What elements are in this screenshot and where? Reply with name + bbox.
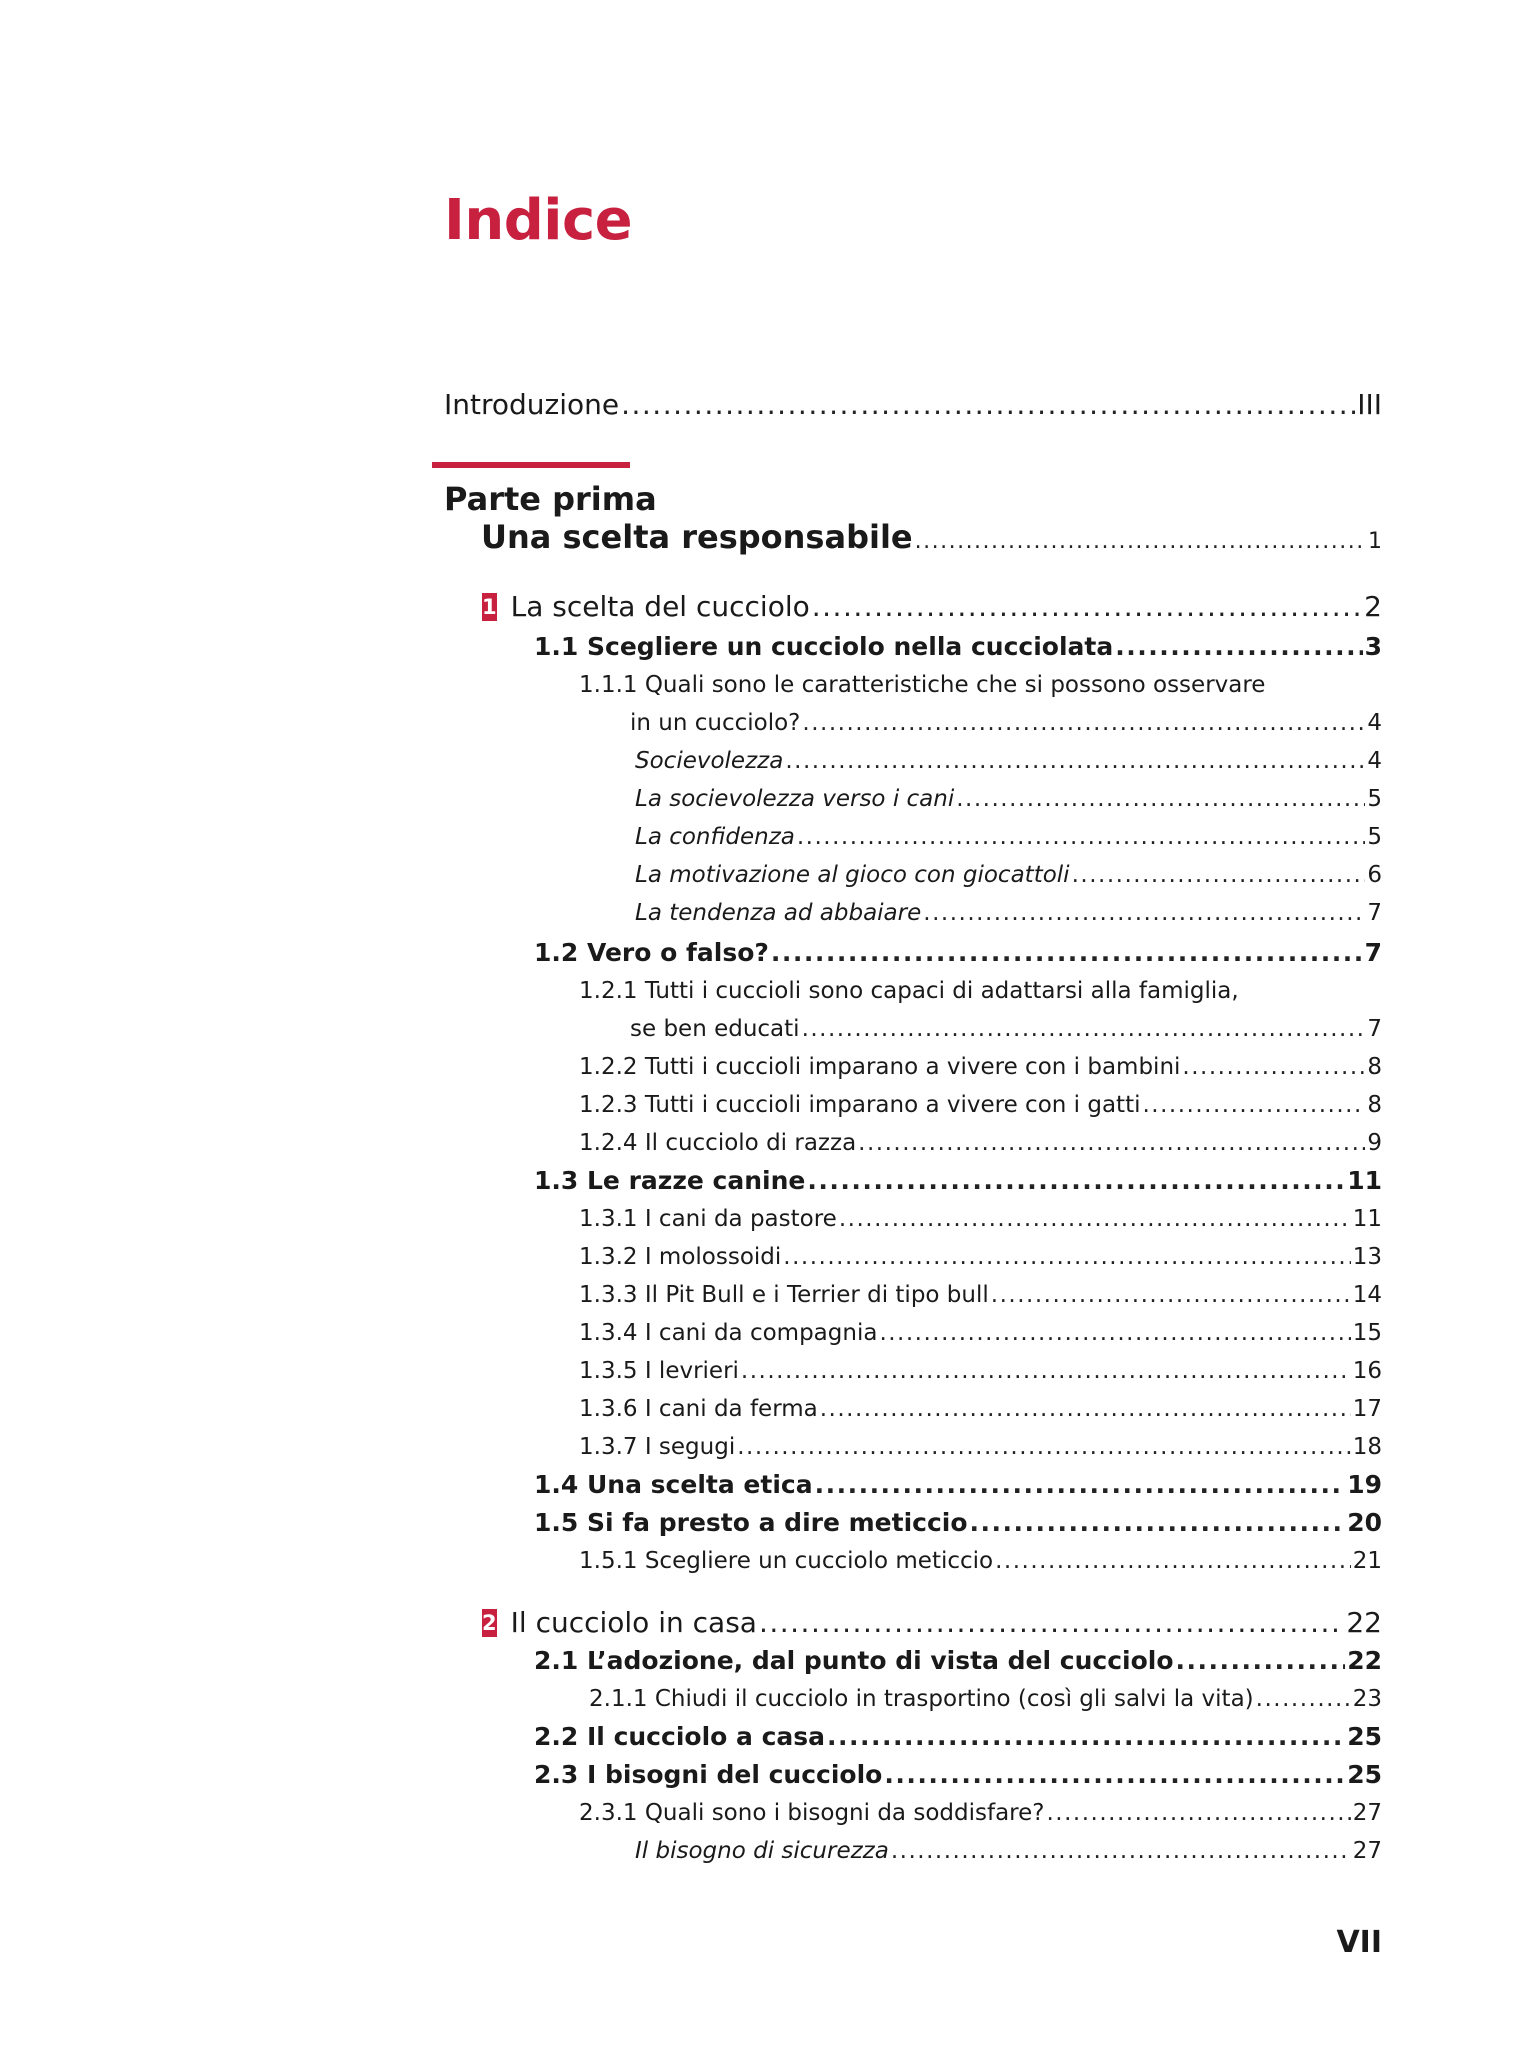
dot-leader xyxy=(923,900,1365,928)
toc-entry-label: Introduzione xyxy=(444,388,620,421)
toc-entry-label: 1.2.2 Tutti i cuccioli imparano a vivere con i bambini xyxy=(579,1054,1181,1080)
toc-entry[interactable] xyxy=(635,900,1382,928)
dot-leader xyxy=(785,748,1365,776)
toc-entry[interactable] xyxy=(635,1838,1382,1866)
toc-entry-label: 1.3.4 I cani da compagnia xyxy=(579,1320,878,1346)
toc-entry-label: La confidenza xyxy=(635,824,795,850)
toc-page-number: 27 xyxy=(1352,1838,1382,1864)
toc-entry[interactable] xyxy=(534,1470,1382,1500)
toc-entry[interactable] xyxy=(534,1508,1382,1538)
toc-entry-label: 2.2 Il cucciolo a casa xyxy=(534,1722,826,1751)
toc-entry[interactable] xyxy=(579,1054,1382,1082)
toc-entry[interactable] xyxy=(635,748,1382,776)
toc-chapter-2[interactable] xyxy=(482,1606,1382,1640)
dot-leader xyxy=(802,710,1365,738)
toc-entry-label: 1.3.5 I levrieri xyxy=(579,1358,739,1384)
toc-page-number: 2 xyxy=(1364,590,1382,623)
toc-entry[interactable] xyxy=(635,862,1382,890)
toc-entry-part[interactable] xyxy=(481,518,1382,556)
toc-page-number: 22 xyxy=(1346,1606,1382,1639)
toc-entry[interactable] xyxy=(579,1358,1382,1386)
dot-leader xyxy=(1072,862,1366,890)
toc-entry-label: 1.1 Scegliere un cucciolo nella cucciolata xyxy=(534,632,1114,661)
toc-entry-label[interactable]: 1.1.1 Quali sono le caratteristiche che si possono osservare xyxy=(579,672,1266,698)
dot-leader xyxy=(812,590,1362,624)
dot-leader xyxy=(737,1434,1350,1462)
toc-entry-label: 1.2 Vero o falso? xyxy=(534,938,769,967)
toc-entry-label: 1.2.3 Tutti i cuccioli imparano a vivere con i gatti xyxy=(579,1092,1141,1118)
toc-page-number: 6 xyxy=(1367,862,1382,888)
toc-entry-label: 1.5.1 Scegliere un cucciolo meticcio xyxy=(579,1548,994,1574)
dot-leader xyxy=(1046,1800,1350,1828)
toc-entry-label: 1.3.7 I segugi xyxy=(579,1434,736,1460)
toc-page-number: 11 xyxy=(1352,1206,1382,1232)
toc-entry-label: se ben educati xyxy=(630,1016,800,1042)
toc-page-number: 21 xyxy=(1352,1548,1382,1574)
toc-page-number: 17 xyxy=(1352,1396,1382,1422)
dot-leader xyxy=(858,1130,1365,1158)
toc-entry-label: La socievolezza verso i cani xyxy=(635,786,955,812)
toc-entry[interactable] xyxy=(579,1092,1382,1120)
chapter-title: Il cucciolo in casa xyxy=(510,1606,757,1639)
toc-entry-label: Socievolezza xyxy=(635,748,784,774)
toc-page-number: 19 xyxy=(1347,1470,1382,1499)
dot-leader xyxy=(802,1016,1366,1044)
toc-entry[interactable] xyxy=(579,1244,1382,1272)
toc-entry-label: Il bisogno di sicurezza xyxy=(635,1838,889,1864)
toc-entry-label: La tendenza ad abbaiare xyxy=(635,900,922,926)
dot-leader xyxy=(1142,1092,1365,1120)
toc-entry[interactable] xyxy=(534,1722,1382,1752)
dot-leader xyxy=(827,1722,1345,1752)
dot-leader xyxy=(839,1206,1351,1234)
toc-page-number: 16 xyxy=(1352,1358,1382,1384)
toc-entry[interactable] xyxy=(534,938,1382,968)
toc-entry[interactable] xyxy=(635,786,1382,814)
dot-leader xyxy=(1176,1646,1346,1676)
toc-page-number: 5 xyxy=(1367,824,1382,850)
dot-leader xyxy=(891,1838,1351,1866)
toc-entry-label: 1.3.6 I cani da ferma xyxy=(579,1396,818,1422)
toc-entry[interactable] xyxy=(534,1646,1382,1676)
toc-entry[interactable] xyxy=(635,824,1382,852)
toc-page-number: 7 xyxy=(1367,1016,1382,1042)
page-title: Indice xyxy=(444,188,633,253)
toc-entry-label: in un cucciolo? xyxy=(630,710,801,736)
toc-chapter-1[interactable] xyxy=(482,590,1382,624)
toc-page-number: 8 xyxy=(1367,1054,1382,1080)
toc-entry-label: 2.3 I bisogni del cucciolo xyxy=(534,1760,883,1789)
toc-entry[interactable] xyxy=(579,1320,1382,1348)
toc-entry-label: 1.5 Si fa presto a dire meticcio xyxy=(534,1508,968,1537)
toc-page-number: 1 xyxy=(1368,529,1382,554)
dot-leader xyxy=(991,1282,1351,1310)
chapter-number-badge: 2 xyxy=(482,1611,497,1635)
toc-entry-label: 1.3.2 I molossoidi xyxy=(579,1244,782,1270)
toc-page-number: 23 xyxy=(1352,1686,1382,1712)
chapter-number-badge: 1 xyxy=(482,595,497,619)
toc-page-number: 8 xyxy=(1367,1092,1382,1118)
dot-leader xyxy=(970,1508,1346,1538)
toc-page-number: 7 xyxy=(1367,900,1382,926)
toc-page-number: 18 xyxy=(1352,1434,1382,1460)
dot-leader xyxy=(741,1358,1351,1386)
dot-leader xyxy=(1115,632,1362,662)
part-heading: Parte prima xyxy=(444,480,657,518)
dot-leader xyxy=(995,1548,1351,1576)
toc-entry-label: 2.1 L’adozione, dal punto di vista del cucciolo xyxy=(534,1646,1174,1675)
toc-page-number: 14 xyxy=(1352,1282,1382,1308)
toc-entry[interactable] xyxy=(589,1686,1382,1714)
dot-leader xyxy=(621,388,1355,422)
part-title: Una scelta responsabile xyxy=(481,518,913,556)
toc-entry[interactable] xyxy=(579,1130,1382,1158)
toc-entry[interactable] xyxy=(579,1434,1382,1462)
toc-entry-label: La motivazione al gioco con giocattoli xyxy=(635,862,1070,888)
dot-leader xyxy=(797,824,1365,852)
toc-entry-label: 2.1.1 Chiudi il cucciolo in trasportino (così gli salvi la vita) xyxy=(589,1686,1254,1712)
toc-entry[interactable] xyxy=(630,1016,1382,1044)
dot-leader xyxy=(956,786,1365,814)
toc-entry[interactable] xyxy=(579,1396,1382,1424)
dot-leader xyxy=(771,938,1363,968)
dot-leader xyxy=(783,1244,1350,1272)
toc-entry-label: 1.2.4 Il cucciolo di razza xyxy=(579,1130,857,1156)
toc-page-number: 3 xyxy=(1364,632,1382,661)
toc-page-number: 5 xyxy=(1367,786,1382,812)
dot-leader xyxy=(820,1396,1351,1424)
dot-leader xyxy=(1256,1686,1351,1714)
toc-entry[interactable] xyxy=(579,1206,1382,1234)
toc-page-number: 20 xyxy=(1347,1508,1382,1537)
toc-entry-label: 1.3 Le razze canine xyxy=(534,1166,806,1195)
toc-page-number: 15 xyxy=(1352,1320,1382,1346)
toc-entry-label: 2.3.1 Quali sono i bisogni da soddisfare? xyxy=(579,1800,1045,1826)
toc-page-number: 27 xyxy=(1352,1800,1382,1826)
toc-page-number: 13 xyxy=(1352,1244,1382,1270)
toc-page-number: 9 xyxy=(1367,1130,1382,1156)
toc-entry-introduzione[interactable] xyxy=(444,388,1382,422)
toc-page-number: 4 xyxy=(1367,710,1382,736)
toc-page-number: 22 xyxy=(1347,1646,1382,1675)
dot-leader xyxy=(815,1470,1346,1500)
page-folio: VII xyxy=(1336,1925,1382,1960)
toc-entry[interactable] xyxy=(534,632,1382,662)
toc-entry-label[interactable]: 1.2.1 Tutti i cuccioli sono capaci di adattarsi alla famiglia, xyxy=(579,978,1239,1004)
chapter-title: La scelta del cucciolo xyxy=(510,590,810,623)
accent-rule xyxy=(432,462,630,468)
dot-leader xyxy=(884,1760,1345,1790)
toc-entry[interactable] xyxy=(534,1166,1382,1196)
dot-leader xyxy=(879,1320,1350,1348)
dot-leader xyxy=(807,1166,1345,1196)
toc-page-number: 7 xyxy=(1364,938,1382,967)
toc-entry[interactable] xyxy=(579,1548,1382,1576)
toc-page-number: 25 xyxy=(1347,1722,1382,1751)
dot-leader xyxy=(759,1606,1344,1640)
toc-entry[interactable] xyxy=(579,1282,1382,1310)
dot-leader xyxy=(1182,1054,1365,1082)
toc-page-number: 4 xyxy=(1367,748,1382,774)
toc-page-number: 25 xyxy=(1347,1760,1382,1789)
toc-entry-label: 1.3.3 Il Pit Bull e i Terrier di tipo bull xyxy=(579,1282,989,1308)
dot-leader xyxy=(915,529,1366,555)
toc-page-number: 11 xyxy=(1347,1166,1382,1195)
toc-page-number: III xyxy=(1357,388,1382,421)
toc-entry[interactable] xyxy=(630,710,1382,738)
toc-entry-label: 1.3.1 I cani da pastore xyxy=(579,1206,837,1232)
toc-entry[interactable] xyxy=(534,1760,1382,1790)
toc-entry-label: 1.4 Una scelta etica xyxy=(534,1470,813,1499)
toc-entry[interactable] xyxy=(579,1800,1382,1828)
